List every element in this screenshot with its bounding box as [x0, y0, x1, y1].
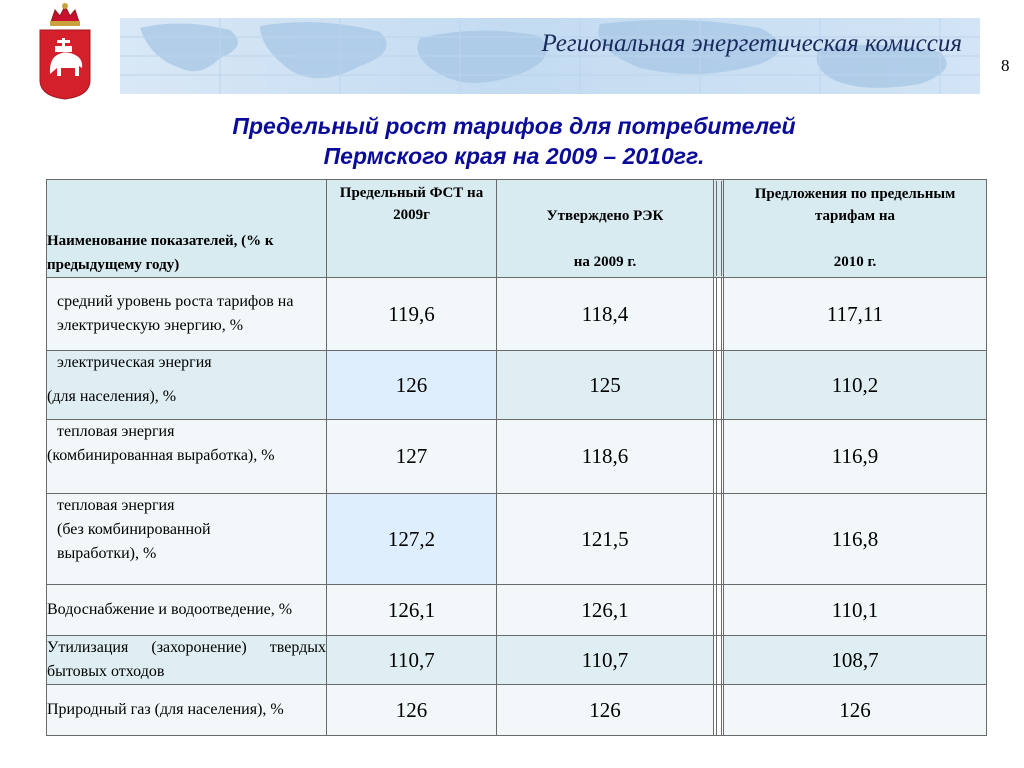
row-label: тепловая энергия (комбинированная выработка), %	[47, 420, 327, 494]
page-title-line2: Пермского края на 2009 – 2010гг.	[323, 143, 705, 169]
value-fst: 127	[327, 420, 497, 494]
value-proposal: 116,9	[724, 420, 987, 494]
value-fst: 127,2	[327, 494, 497, 585]
value-rek: 125	[497, 351, 714, 420]
page-number: 8	[1001, 56, 1010, 75]
page-title-line1: Предельный рост тарифов для потребителей	[232, 113, 796, 139]
row-label: Утилизация (захоронение) твердых бытовых отходов	[47, 636, 327, 685]
header-indicator: Наименование показателей, (% к предыдущему году)	[47, 180, 327, 278]
header-proposal	[724, 180, 987, 278]
table-row	[47, 351, 987, 420]
table-row	[47, 420, 987, 494]
value-proposal: 110,2	[724, 351, 987, 420]
value-rek: 126,1	[497, 585, 714, 636]
header-rek-line2: на 2009 г.	[573, 254, 637, 270]
header-rek-line1: Утверждено РЭК	[546, 208, 664, 224]
value-fst: 119,6	[327, 278, 497, 351]
row-label: тепловая энергия (без комбинированной выработки), %	[47, 494, 327, 585]
header-rek	[497, 180, 714, 278]
table-row	[47, 585, 987, 636]
value-rek: 126	[497, 685, 714, 736]
table-row	[47, 494, 987, 585]
value-rek: 118,4	[497, 278, 714, 351]
row-label: электрическая энергия (для населения), %	[47, 351, 327, 420]
table-row	[47, 685, 987, 736]
value-fst: 126	[327, 685, 497, 736]
value-proposal: 108,7	[724, 636, 987, 685]
row-label: средний уровень роста тарифов на электрическую энергию, %	[47, 278, 327, 351]
header-banner	[120, 18, 980, 94]
value-rek: 110,7	[497, 636, 714, 685]
value-fst: 126,1	[327, 585, 497, 636]
tariff-table	[46, 179, 987, 736]
value-rek: 118,6	[497, 420, 714, 494]
value-proposal: 126	[724, 685, 987, 736]
value-fst: 110,7	[327, 636, 497, 685]
table-row	[47, 278, 987, 351]
value-rek: 121,5	[497, 494, 714, 585]
table-row	[47, 636, 987, 685]
organization-title: Региональная энергетическая комиссия	[541, 30, 962, 57]
header-fst: Предельный ФСТ на 2009г	[327, 180, 497, 278]
row-label: Природный газ (для населения), %	[47, 685, 327, 736]
value-fst: 126	[327, 351, 497, 420]
gap-column	[714, 180, 724, 278]
value-proposal: 116,8	[724, 494, 987, 585]
header-proposal-line1: Предложения по предельным тарифам на	[754, 186, 956, 224]
value-proposal: 110,1	[724, 585, 987, 636]
coat-of-arms-icon	[37, 2, 93, 100]
row-label: Водоснабжение и водоотведение, %	[47, 585, 327, 636]
value-proposal: 117,11	[724, 278, 987, 351]
table-header-row	[47, 180, 987, 278]
header-proposal-line2: 2010 г.	[833, 254, 877, 270]
